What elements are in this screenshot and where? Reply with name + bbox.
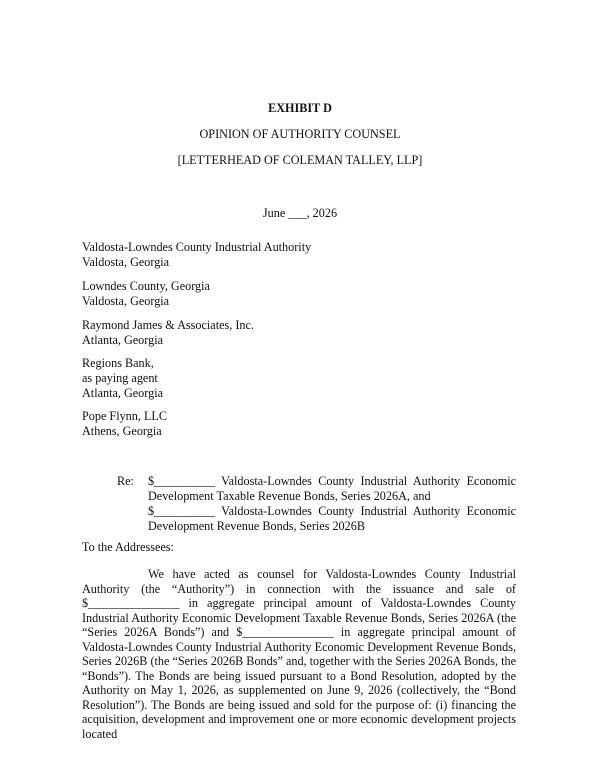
addressee-name: Raymond James & Associates, Inc.	[82, 318, 254, 332]
salutation: To the Addressees:	[82, 540, 174, 554]
addressee-block	[82, 279, 210, 309]
opinion-title: OPINION OF AUTHORITY COUNSEL	[199, 127, 401, 141]
addressee-block	[82, 318, 254, 348]
addressee-name: Lowndes County, Georgia	[82, 279, 210, 293]
re-label: Re:	[117, 474, 134, 488]
addressee-name: Valdosta-Lowndes County Industrial Authority	[82, 240, 312, 254]
addressee-block	[82, 240, 311, 270]
exhibit-title: EXHIBIT D	[268, 101, 332, 115]
addressee-location: Valdosta, Georgia	[82, 255, 170, 269]
addressee-location: Valdosta, Georgia	[82, 294, 170, 308]
letterhead-placeholder: [LETTERHEAD OF COLEMAN TALLEY, LLP]	[177, 153, 423, 167]
addressee-location: Atlanta, Georgia	[82, 386, 163, 400]
addressee-name: Regions Bank,	[82, 356, 154, 370]
letter-date: June ___, 2026	[262, 206, 338, 220]
body-paragraph: We have acted as counsel for Valdosta-Lowndes County Industrial Authority (the “Authority”) in connection with the issuance and sale of $_______________ in aggregate principal amount of Valdosta-Lowndes County Industrial Authority Economic Development Taxable Revenue Bonds, Series 2026A (the “Series 2026A Bonds”) and $_______________ in aggregate principal amount of Valdosta-Lowndes County Industrial Authority Economic Development Revenue Bonds, Series 2026B (the “Series 2026B Bonds” and, together with the Series 2026A Bonds, the “Bonds”). The Bonds are being issued pursuant to a Bond Resolution, adopted by the Authority on May 1, 2026, as supplemented on June 9, 2026 (collectively, the “Bond Resolution”). The Bonds are being issued and sold for the purpose of: (i) financing the acquisition, development and improvement one or more economic development projects located	[82, 567, 516, 741]
addressee-role: as paying agent	[82, 371, 158, 385]
addressee-block	[82, 409, 167, 439]
addressee-location: Atlanta, Georgia	[82, 333, 163, 347]
re-line: $__________ Valdosta-Lowndes County Industrial Authority Economic	[148, 504, 516, 518]
re-subject	[148, 474, 516, 534]
re-line: Development Revenue Bonds, Series 2026B	[148, 519, 365, 533]
re-line: $__________ Valdosta-Lowndes County Industrial Authority Economic	[148, 474, 516, 488]
addressee-name: Pope Flynn, LLC	[82, 409, 167, 423]
addressee-location: Athens, Georgia	[82, 424, 162, 438]
re-line: Development Taxable Revenue Bonds, Series 2026A, and	[148, 489, 431, 503]
addressee-block	[82, 356, 163, 401]
